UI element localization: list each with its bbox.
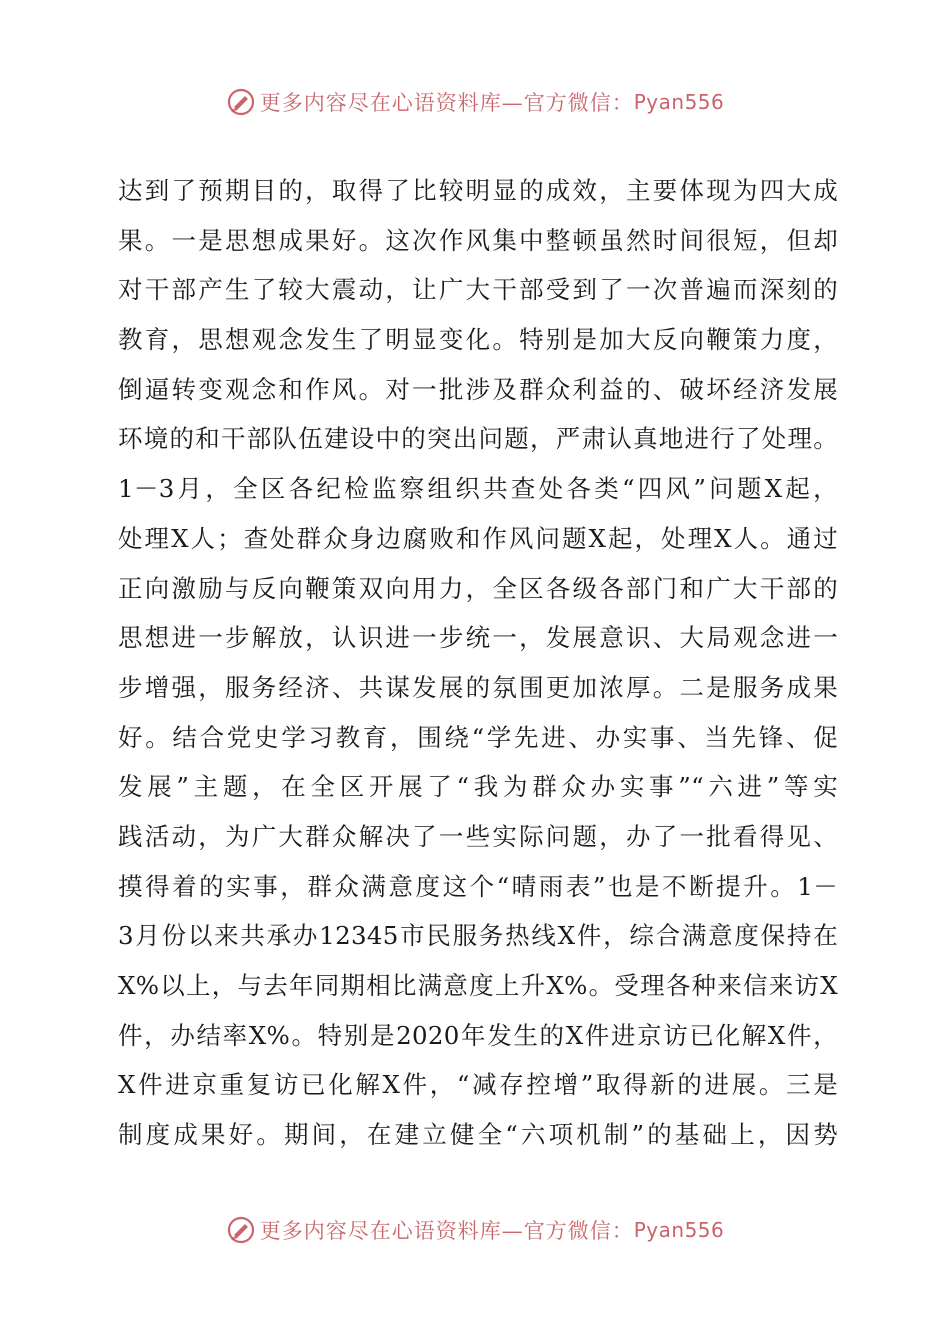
text-line: 制度成果好。期间，在建立健全“六项机制”的基础上，因势 bbox=[118, 1120, 838, 1150]
text-line: 倒逼转变观念和作风。对一批涉及群众利益的、破坏经济发展 bbox=[118, 374, 838, 404]
text-line: X%以上，与去年同期相比满意度上升X%。受理各种来信来访X bbox=[118, 971, 838, 1000]
watermark-wechat-id: Pyan556 bbox=[633, 1218, 725, 1242]
pen-seal-icon bbox=[226, 1215, 256, 1245]
text-line: 正向激励与反向鞭策双向用力，全区各级各部门和广大干部的 bbox=[118, 573, 838, 603]
document-body bbox=[118, 166, 838, 1160]
watermark-text: 更多内容尽在心语资料库—官方微信： bbox=[259, 91, 634, 115]
text-line: 达到了预期目的，取得了比较明显的成效，主要体现为四大成 bbox=[118, 176, 838, 205]
text-line: 思想进一步解放，认识进一步统一，发展意识、大局观念进一 bbox=[118, 623, 838, 653]
text-line: 发展”主题，在全区开展了“我为群众办实事”“六进”等实 bbox=[118, 772, 838, 802]
watermark-text: 更多内容尽在心语资料库—官方微信： bbox=[259, 1219, 634, 1243]
watermark-wechat-id: Pyan556 bbox=[633, 90, 725, 114]
text-line: 步增强，服务经济、共谋发展的氛围更加浓厚。二是服务成果 bbox=[118, 672, 838, 702]
text-line: 践活动，为广大群众解决了一些实际问题，办了一批看得见、 bbox=[118, 821, 838, 851]
text-line: 教育，思想观念发生了明显变化。特别是加大反向鞭策力度， bbox=[118, 325, 838, 355]
header-watermark bbox=[0, 82, 950, 122]
pen-seal-icon bbox=[226, 87, 256, 117]
text-line: 果。一是思想成果好。这次作风集中整顿虽然时间很短，但却 bbox=[118, 225, 838, 255]
footer-watermark bbox=[0, 1210, 950, 1250]
text-line: 3月份以来共承办12345市民服务热线X件，综合满意度保持在 bbox=[118, 921, 838, 951]
text-line: 1－3月，全区各纪检监察组织共查处各类“四风”问题X起， bbox=[118, 474, 838, 504]
text-line: 件，办结率X%。特别是2020年发生的X件进京访已化解X件， bbox=[118, 1020, 838, 1050]
text-line: X件进京重复访已化解X件，“减存控增”取得新的进展。三是 bbox=[118, 1070, 838, 1100]
text-line: 处理X人；查处群众身边腐败和作风问题X起，处理X人。通过 bbox=[118, 523, 838, 553]
text-line: 好。结合党史学习教育，围绕“学先进、办实事、当先锋、促 bbox=[118, 722, 838, 752]
text-line: 对干部产生了较大震动，让广大干部受到了一次普遍而深刻的 bbox=[118, 275, 838, 305]
text-line: 环境的和干部队伍建设中的突出问题，严肃认真地进行了处理。 bbox=[118, 424, 838, 454]
text-line: 摸得着的实事，群众满意度这个“晴雨表”也是不断提升。1－ bbox=[118, 871, 838, 901]
